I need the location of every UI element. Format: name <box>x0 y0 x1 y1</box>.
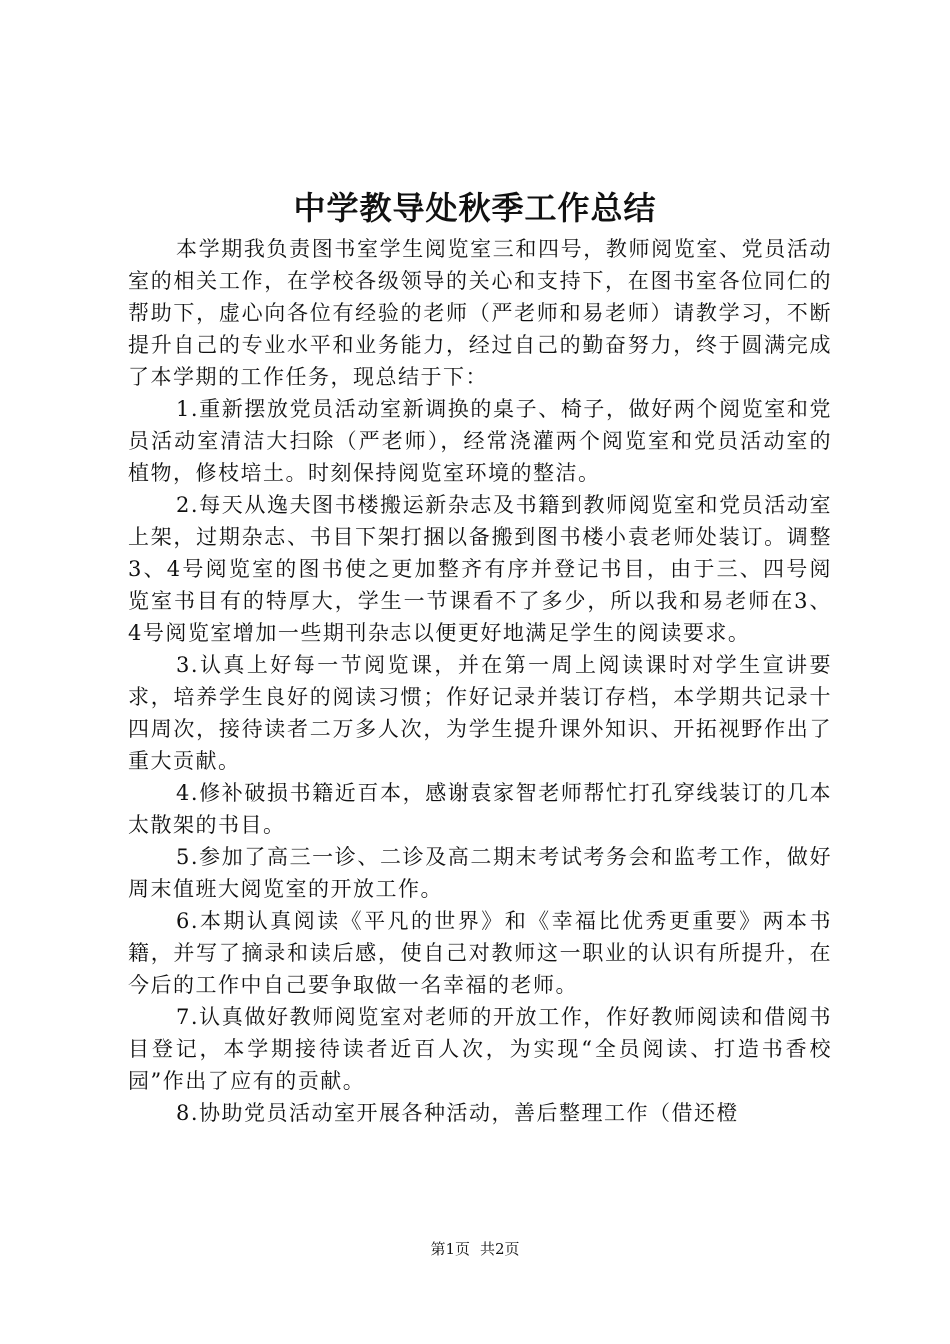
document-body <box>128 233 832 1129</box>
paragraph-item-6: 6.本期认真阅读《平凡的世界》和《幸福比优秀更重要》两本书籍，并写了摘录和读后感，使自己对教师这一职业的认识有所提升，在今后的工作中自己要争取做一名幸福的老师。 <box>128 909 832 997</box>
page-number-total: 共2页 <box>480 1240 520 1258</box>
paragraph-intro: 本学期我负责图书室学生阅览室三和四号，教师阅览室、党员活动室的相关工作，在学校各级领导的关心和支持下，在图书室各位同仁的帮助下，虚心向各位有经验的老师（严老师和易老师）请教学习，不断提升自己的专业水平和业务能力，经过自己的勤奋努力，终于圆满完成了本学期的工作任务，现总结于下： <box>128 237 832 389</box>
page-number-current: 第1页 <box>430 1240 470 1258</box>
paragraph-item-1: 1.重新摆放党员活动室新调换的桌子、椅子，做好两个阅览室和党员活动室清洁大扫除（严老师），经常浇灌两个阅览室和党员活动室的植物，修枝培土。时刻保持阅览室环境的整洁。 <box>128 397 832 485</box>
paragraph-item-7: 7.认真做好教师阅览室对老师的开放工作，作好教师阅读和借阅书目登记，本学期接待读者近百人次，为实现“全员阅读、打造书香校园”作出了应有的贡献。 <box>128 1005 832 1093</box>
paragraph-item-8: 8.协助党员活动室开展各种活动，善后整理工作（借还橙 <box>176 1101 740 1125</box>
document-title: 中学教导处秋季工作总结 <box>293 189 657 227</box>
page-footer <box>0 1238 950 1260</box>
paragraph-item-4: 4.修补破损书籍近百本，感谢袁家智老师帮忙打孔穿线装订的几本太散架的书目。 <box>128 781 832 837</box>
paragraph-item-3: 3.认真上好每一节阅览课，并在第一周上阅读课时对学生宣讲要求，培养学生良好的阅读习惯；作好记录并装订存档，本学期共记录十四周次，接待读者二万多人次，为学生提升课外知识、开拓视野作出了重大贡献。 <box>128 653 832 773</box>
paragraph-item-5: 5.参加了高三一诊、二诊及高二期末考试考务会和监考工作，做好周末值班大阅览室的开放工作。 <box>128 845 832 901</box>
paragraph-item-2: 2.每天从逸夫图书楼搬运新杂志及书籍到教师阅览室和党员活动室上架，过期杂志、书目下架打捆以备搬到图书楼小袁老师处装订。调整3、4号阅览室的图书使之更加整齐有序并登记书目，由于三、四号阅览室书目有的特厚大，学生一节课看不了多少，所以我和易老师在3、4号阅览室增加一些期刊杂志以便更好地满足学生的阅读要求。 <box>128 493 832 645</box>
